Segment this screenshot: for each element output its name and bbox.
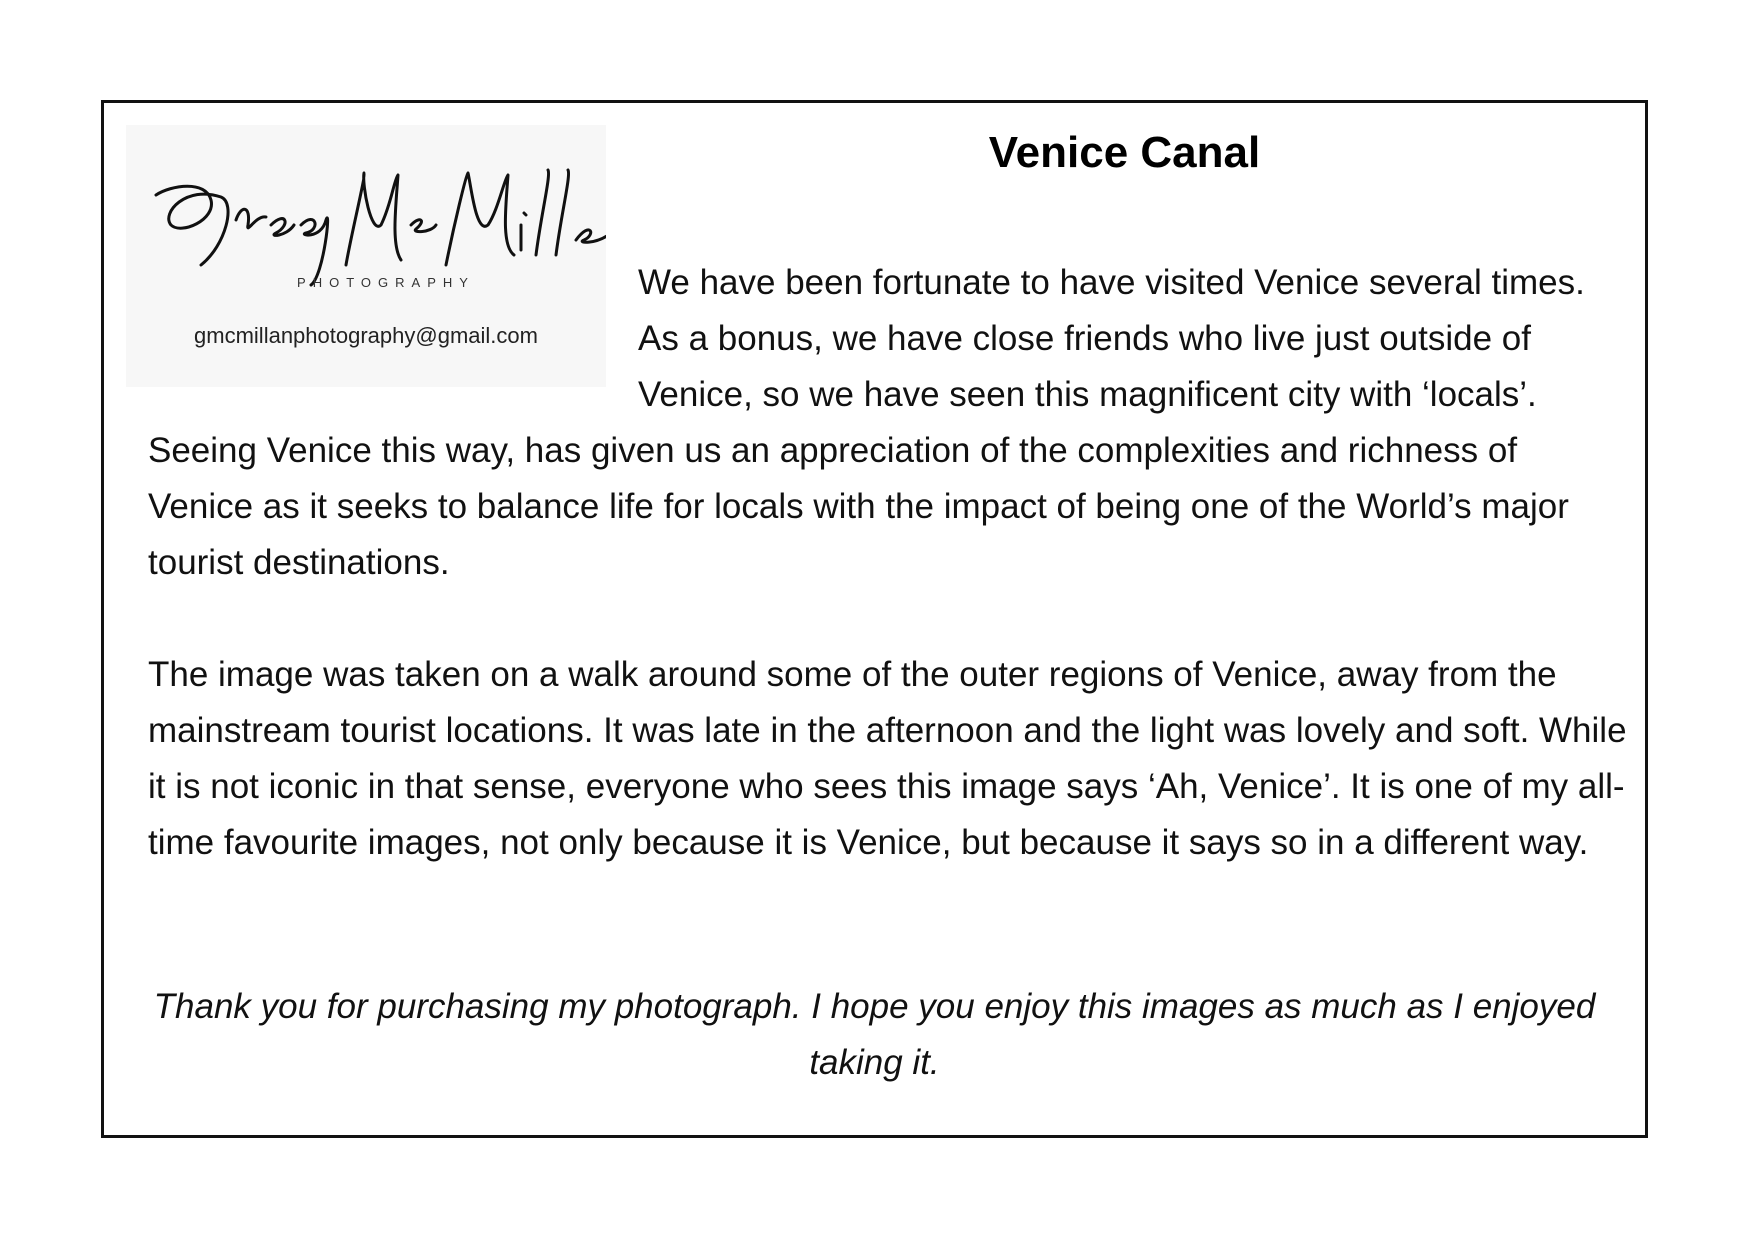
- paragraph-1: We have been fortunate to have visited Venice several times. As a bonus, we have close friends who live just outside of Venice, so we have seen this magnificent city with ‘locals’. Seeing Venice this way, has given us an appreciation of the complexities and richness of Venice as it seeks to balance life for locals with the impact of being one of the World’s major tourist destinations.: [148, 263, 1585, 582]
- page-title: Venice Canal: [988, 128, 1261, 177]
- description-body: [148, 255, 1628, 871]
- logo-email: gmcmillanphotography@gmail.com: [194, 323, 538, 348]
- description-card: [101, 100, 1648, 1138]
- logo-subtitle: PHOTOGRAPHY: [297, 275, 475, 290]
- logo-spacer: [148, 255, 638, 415]
- closing-note: Thank you for purchasing my photograph. I hope you enjoy this images as much as I enjoyed taking it.: [153, 987, 1596, 1082]
- paragraph-2: The image was taken on a walk around some of the outer regions of Venice, away from the mainstream tourist locations. It was late in the afternoon and the light was lovely and soft. While it is not iconic in that sense, everyone who sees this image says ‘Ah, Venice’. It is one of my all-time favourite images, not only because it is Venice, but because it says so in a different way.: [148, 655, 1627, 862]
- paragraph-gap: [148, 591, 1628, 647]
